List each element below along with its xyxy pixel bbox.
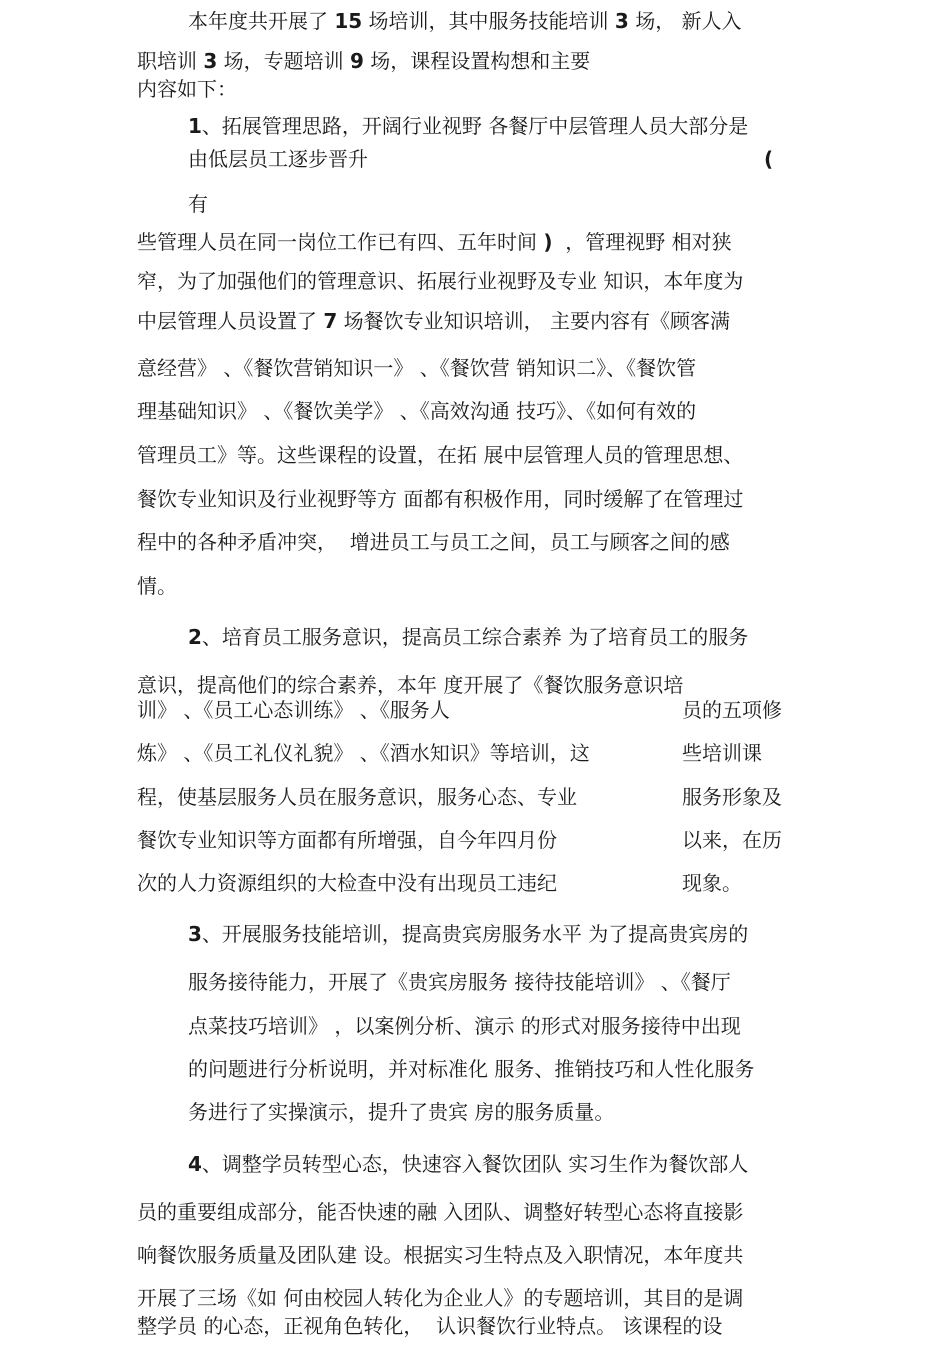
line-text: 由低层员工逐步晋升 <box>188 147 368 171</box>
text-line <box>137 230 732 254</box>
text-line <box>188 147 368 171</box>
text-line <box>137 574 177 598</box>
line-text: 内容如下： <box>137 77 237 101</box>
line-text: 2、培育员工服务意识，提高员工综合素养 为了培育员工的服务 <box>188 625 749 649</box>
text-line <box>188 1057 754 1081</box>
line-text: 情。 <box>137 574 177 598</box>
text-line <box>682 871 742 895</box>
line-text: 服务接待能力，开展了《贵宾房服务 接待技能培训》 、《餐厅 <box>188 970 731 994</box>
text-line <box>188 1152 748 1176</box>
text-line <box>682 698 782 722</box>
text-line <box>137 356 696 380</box>
text-line <box>682 741 762 765</box>
text-line <box>137 49 590 73</box>
line-text: 些培训课 <box>682 741 762 765</box>
line-text: 有 <box>188 192 208 216</box>
bold-number: 1 <box>188 114 202 138</box>
line-text: 程，使基层服务人员在服务意识，服务心态、专业 <box>137 785 577 809</box>
text-line <box>137 698 450 722</box>
line-text: 服务形象及 <box>682 785 782 809</box>
text-line <box>188 1100 614 1124</box>
line-text: 的问题进行分析说明，并对标准化 服务、推销技巧和人性化服务 <box>188 1057 755 1081</box>
line-text: 餐饮专业知识及行业视野等方 面都有积极作用，同时缓解了在管理过 <box>137 487 744 511</box>
line-text: 4、调整学员转型心态，快速容入餐饮团队 实习生作为餐饮部人 <box>188 1152 749 1176</box>
text-line <box>137 1286 743 1310</box>
line-text: 些管理人员在同一岗位工作已有四、五年时间 ) ，管理视野 相对狭 <box>137 230 732 254</box>
text-line <box>682 828 782 852</box>
text-line <box>188 114 748 138</box>
text-line <box>682 785 782 809</box>
text-line <box>137 741 590 765</box>
text-line <box>188 970 731 994</box>
line-text: 务进行了实操演示，提升了贵宾 房的服务质量。 <box>188 1100 615 1124</box>
text-line <box>188 922 748 946</box>
text-line <box>137 399 696 423</box>
line-text: 理基础知识》 、《餐饮美学》 、《高效沟通 技巧》、《如何有效的 <box>137 399 697 423</box>
bold-number: 2 <box>188 625 202 649</box>
line-text: 响餐饮服务质量及团队建 设。根据实习生特点及入职情况，本年度共 <box>137 1243 744 1267</box>
line-text: 中层管理人员设置了 7 场餐饮专业知识培训， 主要内容有《顾客满 <box>137 309 730 333</box>
line-text: 开展了三场《如 何由校园人转化为企业人》的专题培训，其目的是调 <box>137 1286 744 1310</box>
bold-number: 3 <box>203 49 218 73</box>
text-line <box>188 1014 741 1038</box>
text-line <box>137 269 743 293</box>
line-text: 炼》 、《员工礼仪礼貌》 、《酒水知识》等培训，这 <box>137 741 590 765</box>
text-line <box>188 192 208 216</box>
text-line <box>764 147 773 171</box>
line-text: 次的人力资源组织的大检查中没有出现员工违纪 <box>137 871 557 895</box>
text-line <box>137 443 743 467</box>
line-text: 员的五项修 <box>682 698 782 722</box>
bold-number: 9 <box>350 49 364 73</box>
line-text: 现象。 <box>682 871 742 895</box>
line-text: 餐饮专业知识等方面都有所增强，自今年四月份 <box>137 828 557 852</box>
text-line <box>137 77 237 101</box>
line-text: 以来，在历 <box>682 828 782 852</box>
bold-number: 3 <box>188 922 202 946</box>
line-text: 意经营》 、《餐饮营销知识一》 、《餐饮营 销知识二》、《餐饮管 <box>137 356 697 380</box>
line-text: 员的重要组成部分，能否快速的融 入团队、调整好转型心态将直接影 <box>137 1200 744 1224</box>
line-text: 3、开展服务技能培训，提高贵宾房服务水平 为了提高贵宾房的 <box>188 922 749 946</box>
line-text: 训》 、《员工心态训练》 、《服务人 <box>137 698 450 722</box>
text-line <box>188 625 748 649</box>
line-text: 本年度共开展了 15 场培训，其中服务技能培训 3 场， 新人入 <box>188 9 742 33</box>
text-line <box>137 1314 722 1338</box>
bold-number: 7 <box>323 309 338 333</box>
bold-number: 15 <box>334 9 363 33</box>
text-line <box>137 1243 743 1267</box>
line-text: 整学员 的心态，正视角色转化， 认识餐饮行业特点。 该课程的设 <box>137 1314 723 1338</box>
line-text: 意识，提高他们的综合素养，本年 度开展了《餐饮服务意识培 <box>137 673 684 697</box>
text-line <box>137 309 730 333</box>
line-text: 窄，为了加强他们的管理意识、拓展行业视野及专业 知识，本年度为 <box>137 269 744 293</box>
line-text: 管理员工》等。这些课程的设置，在拓 展中层管理人员的管理思想、 <box>137 443 744 467</box>
line-text <box>764 147 773 171</box>
text-line <box>137 487 743 511</box>
text-line <box>137 530 730 554</box>
bold-number: ) <box>543 230 553 254</box>
text-line <box>137 871 557 895</box>
line-text: 职培训 3 场，专题培训 9 场，课程设置构想和主要 <box>137 49 591 73</box>
text-line <box>137 673 683 697</box>
bold-number: 4 <box>188 1152 202 1176</box>
line-text: 程中的各种矛盾冲突， 增进员工与员工之间，员工与顾客之间的感 <box>137 530 730 554</box>
line-text: 1、拓展管理思路，开阔行业视野 各餐厅中层管理人员大部分是 <box>188 114 749 138</box>
text-line <box>137 828 557 852</box>
text-line <box>137 785 577 809</box>
text-line <box>188 9 742 33</box>
line-text: 点菜技巧培训》 ，以案例分析、演示 的形式对服务接待中出现 <box>188 1014 741 1038</box>
bold-number: 3 <box>614 9 629 33</box>
text-line <box>137 1200 743 1224</box>
bold-number: ( <box>764 147 774 171</box>
